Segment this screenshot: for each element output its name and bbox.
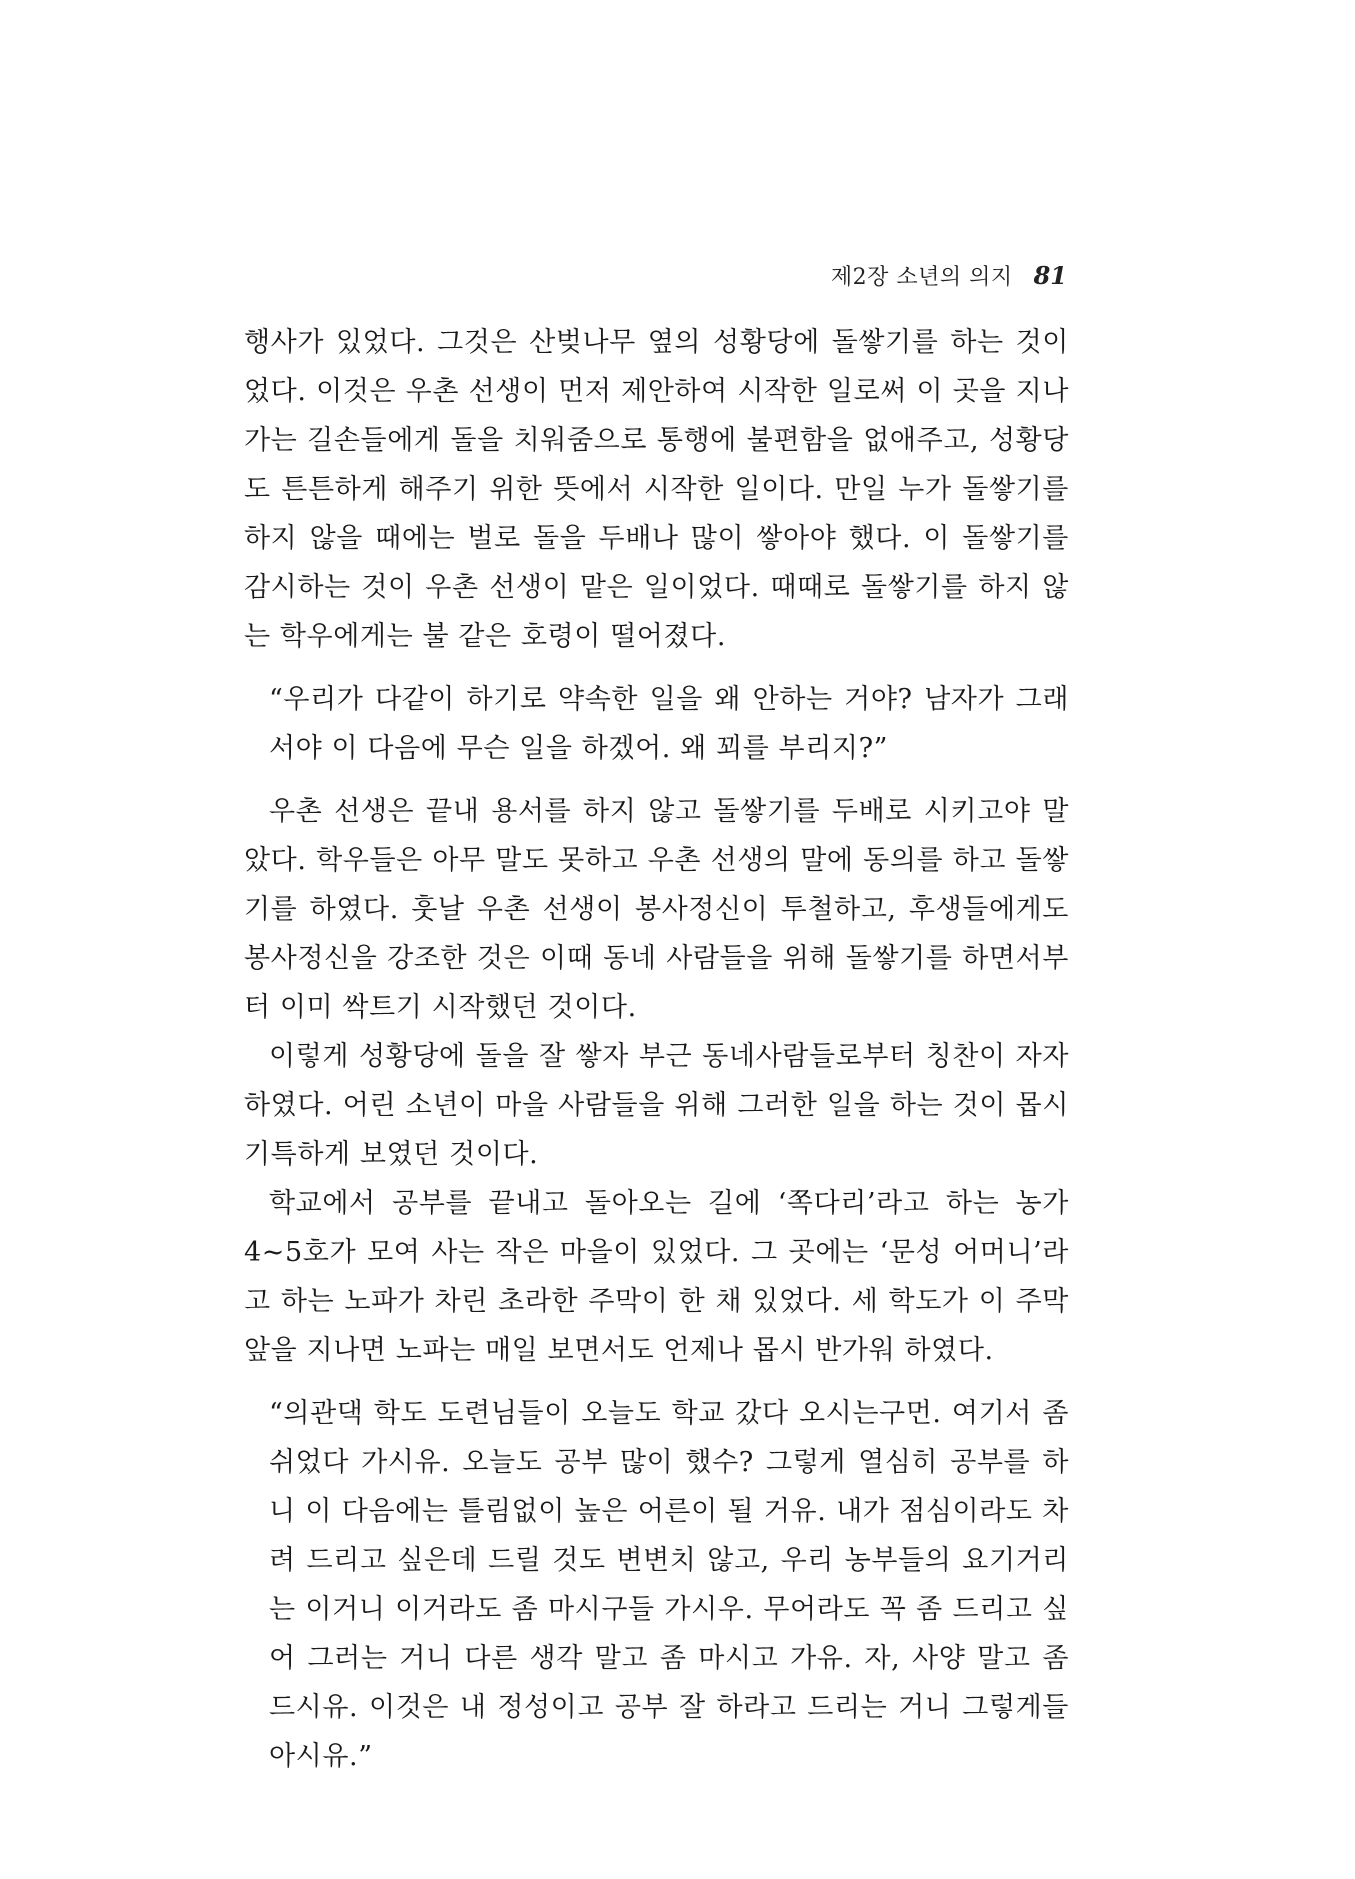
page-number: 81 xyxy=(1033,261,1067,290)
dialogue-quote: “우리가 다같이 하기로 약속한 일을 왜 안하는 거야? 남자가 그래서야 이 다음에 무슨 일을 하겠어. 왜 꾀를 부리지?” xyxy=(269,684,1069,764)
dialogue-quote: “의관댁 학도 도련님들이 오늘도 학교 갔다 오시는구먼. 여기서 좀 쉬었다 가시유. 오늘도 공부 많이 했수? 그렇게 열심히 공부를 하니 이 다음에는 틀림없이 높은 어른이 될 거유. 내가 점심이라도 차려 드리고 싶은데 드릴 것도 변변치 않고, 우리 농부들의 요기거리는 이거니 이거라도 좀 마시구들 가시우. 무어라도 꼭 좀 드리고 싶어 그러는 거니 다른 생각 말고 좀 마시고 가유. 자, 사양 말고 좀 드시유. 이것은 내 정성이고 공부 잘 하라고 드리는 거니 그렇게들 아시유.” xyxy=(269,1398,1069,1772)
running-header xyxy=(831,260,1067,291)
chapter-title: 제2장 소년의 의지 xyxy=(830,265,1013,290)
paragraph: 학교에서 공부를 끝내고 돌아오는 길에 ‘쪽다리’라고 하는 농가 4~5호가 모여 사는 작은 마을이 있었다. 그 곳에는 ‘문성 어머니’라고 하는 노파가 차린 초라한 주막이 한 채 있었다. 세 학도가 이 주막 앞을 지나면 노파는 매일 보면서도 언제나 몹시 반가워 하였다. xyxy=(244,1188,1069,1366)
paragraph: 우촌 선생은 끝내 용서를 하지 않고 돌쌓기를 두배로 시키고야 말았다. 학우들은 아무 말도 못하고 우촌 선생의 말에 동의를 하고 돌쌓기를 하였다. 훗날 우촌 선생이 봉사정신이 투철하고, 후생들에게도 봉사정신을 강조한 것은 이때 동네 사람들을 위해 돌쌓기를 하면서부터 이미 싹트기 시작했던 것이다. xyxy=(244,796,1069,1023)
paragraph: 행사가 있었다. 그것은 산벚나무 옆의 성황당에 돌쌓기를 하는 것이었다. 이것은 우촌 선생이 먼저 제안하여 시작한 일로써 이 곳을 지나가는 길손들에게 돌을 치워줌으로 통행에 불편함을 없애주고, 성황당도 튼튼하게 해주기 위한 뜻에서 시작한 일이다. 만일 누가 돌쌓기를 하지 않을 때에는 벌로 돌을 두배나 많이 쌓아야 했다. 이 돌쌓기를 감시하는 것이 우촌 선생이 맡은 일이었다. 때때로 돌쌓기를 하지 않는 학우에게는 불 같은 호령이 떨어졌다. xyxy=(244,327,1069,652)
body-text xyxy=(244,318,1069,1781)
paragraph: 이렇게 성황당에 돌을 잘 쌓자 부근 동네사람들로부터 칭찬이 자자하였다. 어린 소년이 마을 사람들을 위해 그러한 일을 하는 것이 몹시 기특하게 보였던 것이다. xyxy=(244,1041,1069,1170)
